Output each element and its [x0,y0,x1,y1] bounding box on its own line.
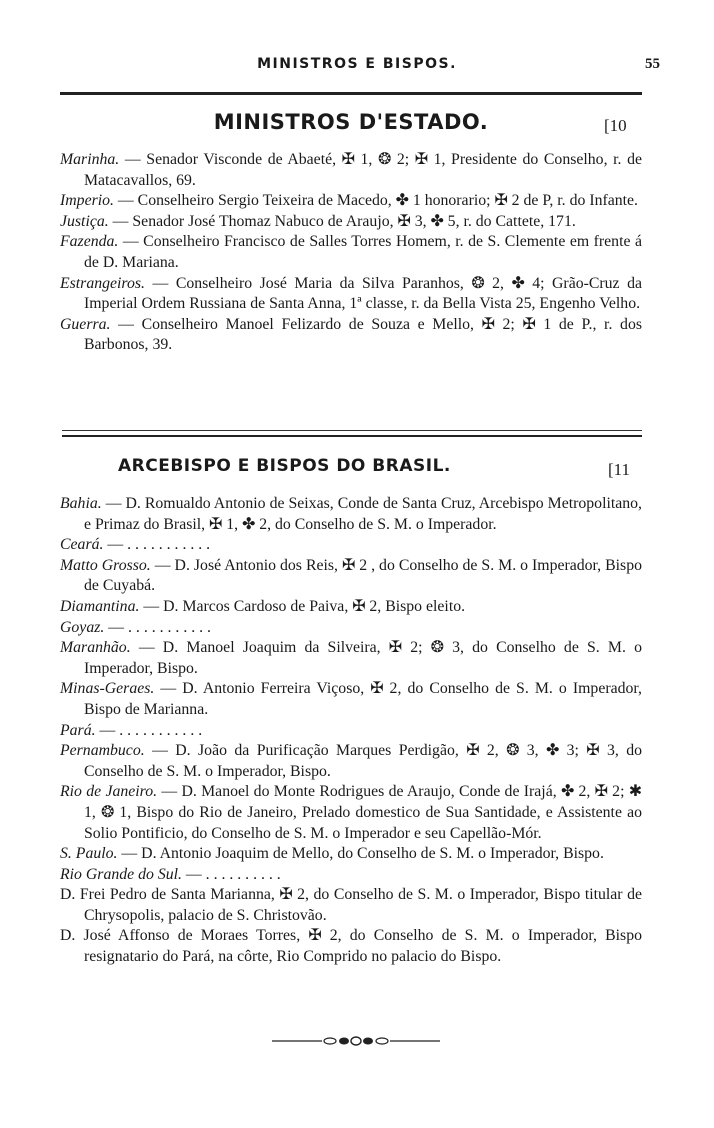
entry-key: Marinha. [60,151,120,168]
entry [60,597,642,618]
section-number-ministros: [10 [604,116,627,135]
entry-key: Bahia. [60,495,102,512]
entry-text: — D. Marcos Cardoso de Paiva, ✠ 2, Bispo eleito. [139,597,466,615]
entry-text: — . . . . . . . . . . . [104,618,211,636]
section-title-bispos: ARCEBISPO E BISPOS DO BRASIL. [118,456,451,476]
entry-text: — Senador Visconde de Abaeté, ✠ 1, ❂ 2; ✠ 1, Presidente do Conselho, r. de Matacavallos, 69. [84,151,642,189]
entry [60,721,642,742]
entry-key: Rio de Janeiro. [60,783,158,801]
section-number-bispos: [11 [608,460,631,479]
entry [60,315,642,356]
entry-text: — D. José Antonio dos Reis, ✠ 2 , do Conselho de S. M. o Imperador, Bispo de Cuyabá. [84,556,642,595]
ministers-list [60,150,642,356]
entry-key: Rio Grande do Sul. [60,865,182,883]
entry-text: — . . . . . . . . . . . [103,536,211,554]
entry [60,618,642,639]
entry-key: Guerra. [60,315,111,333]
tailpiece-ornament-icon [272,1036,440,1046]
entry-key: Imperio. [60,192,114,210]
entry-key: Pará. [60,721,96,739]
entry-text: — Conselheiro José Maria da Silva Paranhos, ❂ 2, ✤ 4; Grão-Cruz da Imperial Ordem Russiana de Santa Anna, 1ª classe, r. da Bella Vista 25, Engenho Velho. [84,274,642,313]
section-title-ministros: MINISTROS D'ESTADO. [213,110,489,134]
entry-text: — D. João da Purificação Marques Perdigão, ✠ 2, ❂ 3, ✤ 3; ✠ 3, do Conselho de S. M. o Imperador, Bispo. [84,742,642,780]
entry-text: — D. Manoel Joaquim da Silveira, ✠ 2; ❂ 3, do Conselho de S. M. o Imperador, Bispo. [84,639,642,677]
entry [60,926,642,967]
entry-key: Justiça. [60,212,109,230]
entry-key: S. Paulo. [60,845,118,863]
entry-key: Pernambuco. [60,742,145,760]
entry [60,494,642,535]
entry-key: Matto Grosso. [60,556,151,574]
entry [60,274,642,315]
entry [60,191,642,212]
bishops-list [60,494,642,968]
header-rule [60,92,642,95]
page-number: 55 [645,56,660,72]
entry [60,150,642,191]
entry-key: Minas-Geraes. [60,680,155,698]
running-title: MINISTROS E BISPOS. [257,56,457,72]
entry-key: Maranhão. [60,639,131,657]
entry [60,232,642,273]
entry [60,679,642,720]
entry-text: — Senador José Thomaz Nabuco de Araujo, ✠ 3, ✤ 5, r. do Cattete, 171. [108,212,576,230]
entry [60,741,642,782]
entry [60,212,642,233]
entry-text: — D. Antonio Ferreira Viçoso, ✠ 2, do Conselho de S. M. o Imperador, Bispo de Marianna. [84,680,642,718]
entry [60,535,642,556]
entry-key: Fazenda. [60,233,119,251]
entry-text: — Conselheiro Sergio Teixeira de Macedo, ✤ 1 honorario; ✠ 2 de P, r. do Infante. [113,192,638,210]
entry-key: Ceará. [60,536,104,554]
entry [60,844,642,865]
entry-text: — . . . . . . . . . . . [95,721,203,739]
running-head [0,56,714,78]
entry-key: Diamantina. [60,597,140,615]
entry [60,885,642,926]
section-divider [62,430,642,437]
entry-text: D. José Affonso de Moraes Torres, ✠ 2, do Conselho de S. M. o Imperador, Bispo resignatario do Pará, na côrte, Rio Comprido no palacio do Bispo. [60,927,642,966]
entry-text: — Conselheiro Francisco de Salles Torres Homem, r. de S. Clemente em frente á de D. Mariana. [84,233,642,271]
entry [60,865,642,886]
entry-key: Estrangeiros. [60,274,145,292]
entry-text: D. Frei Pedro de Santa Marianna, ✠ 2, do Conselho de S. M. o Imperador, Bispo titular de Chrysopolis, palacio de S. Christovão. [60,886,642,924]
entry-text: — D. Antonio Joaquim de Mello, do Conselho de S. M. o Imperador, Bispo. [117,845,604,863]
entry-text: — D. Manoel do Monte Rodrigues de Araujo, Conde de Irajá, ✤ 2, ✠ 2; ✱ 1, ❂ 1, Bispo do Rio de Janeiro, Prelado domestico de Sua Santidade, e Assistente ao Solio Pontificio, do Conselho de S. M. o Imperador e seu Capellão-Mór. [84,783,642,842]
entry-text: — D. Romualdo Antonio de Seixas, Conde de Santa Cruz, Arcebispo Metropolitano, e Primaz do Brasil, ✠ 1, ✤ 2, do Conselho de S. M. o Imperador. [84,495,642,533]
entry [60,556,642,597]
entry-key: Goyaz. [60,618,105,636]
entry [60,782,642,844]
entry [60,638,642,679]
entry-text: — Conselheiro Manoel Felizardo de Souza e Mello, ✠ 2; ✠ 1 de P., r. dos Barbonos, 39. [84,315,642,354]
entry-text: — . . . . . . . . . . [181,865,281,883]
